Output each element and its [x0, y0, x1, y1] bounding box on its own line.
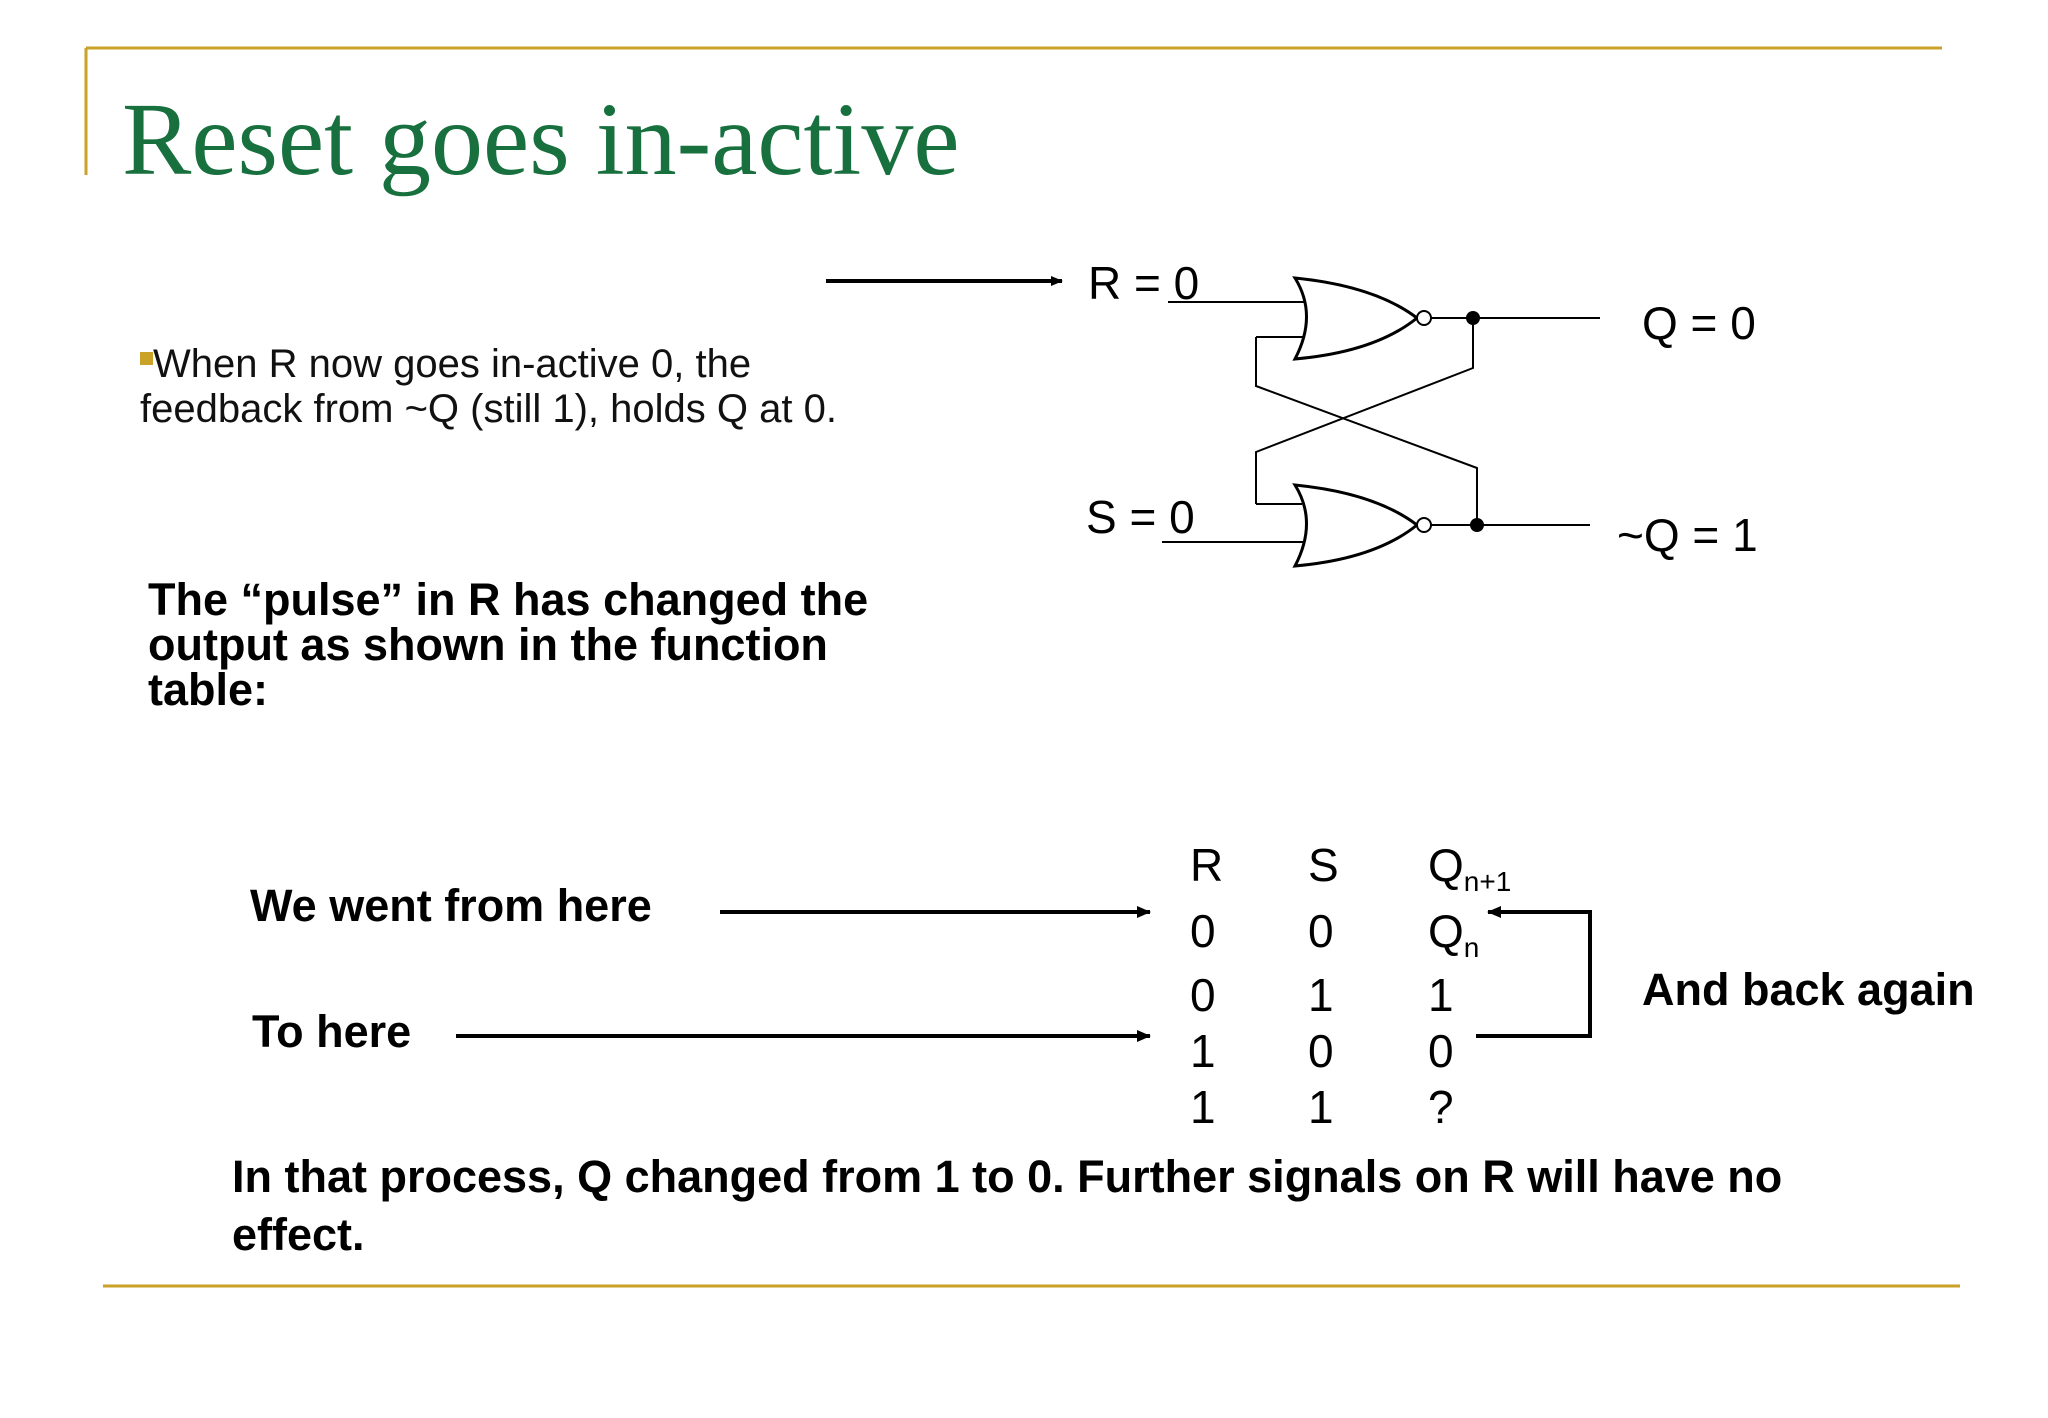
table-header-s: S	[1308, 839, 1339, 891]
slide-title: Reset goes in-active	[122, 82, 960, 197]
q-symbol: Q	[1428, 905, 1464, 957]
table-row-4-q: ?	[1428, 1081, 1454, 1133]
table-row-2-r: 0	[1190, 969, 1216, 1021]
qbar-output-label: ~Q = 1	[1617, 509, 1758, 561]
back-again-arrow	[1476, 912, 1590, 1036]
conclusion-text: In that process, Q changed from 1 to 0. Further signals on R will have no effect.	[232, 1151, 1783, 1260]
q-symbol: Q	[1428, 839, 1464, 891]
q-subscript: n	[1463, 932, 1480, 964]
table-row-1-r: 0	[1190, 905, 1216, 957]
q-subscript: n+1	[1463, 866, 1512, 898]
table-row-4-r: 1	[1190, 1081, 1216, 1133]
table-row-3-q: 0	[1428, 1025, 1454, 1077]
table-row-4-s: 1	[1308, 1081, 1334, 1133]
pulse-explanation: The “pulse” in R has changed the output as shown in the function table:	[148, 574, 869, 715]
to-here-label: To here	[252, 1006, 412, 1057]
q-output-label: Q = 0	[1642, 297, 1756, 349]
table-row-3-s: 0	[1308, 1025, 1334, 1077]
back-again-label: And back again	[1642, 964, 1975, 1015]
r-input-label: R = 0	[1088, 257, 1200, 309]
from-here-label: We went from here	[250, 880, 652, 931]
bullet-text: When R now goes in-active 0, the feedback from ~Q (still 1), holds Q at 0.	[140, 342, 837, 431]
table-header-r: R	[1190, 839, 1224, 891]
table-row-1-s: 0	[1308, 905, 1334, 957]
table-row-2-s: 1	[1308, 969, 1334, 1021]
s-input-label: S = 0	[1086, 491, 1195, 543]
table-row-3-r: 1	[1190, 1025, 1216, 1077]
table-row-2-q: 1	[1428, 969, 1454, 1021]
